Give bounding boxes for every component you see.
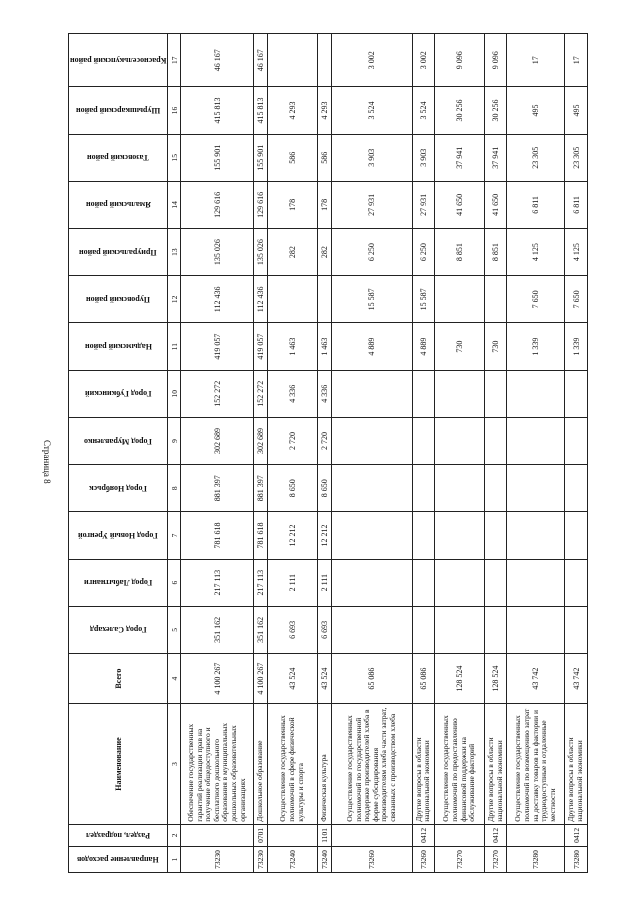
cell-section: 0412: [484, 824, 507, 846]
cell-total: 4 100 267: [253, 654, 267, 704]
cell-name: Осуществление государственных полномочий в сфере физической культуры и спорта: [268, 704, 318, 825]
cell-value: 178: [268, 181, 318, 228]
cell-value: [435, 606, 485, 653]
header-col: Город Губкинский: [69, 370, 168, 417]
cell-total: 43 742: [507, 654, 565, 704]
cell-total: 128 524: [484, 654, 507, 704]
cell-value: 1 339: [565, 323, 588, 370]
cell-value: [435, 417, 485, 464]
cell-value: 7 650: [507, 276, 565, 323]
header-direction: Направление расходов: [69, 846, 168, 872]
cell-name: Физическая культура: [317, 704, 331, 825]
cell-value: [435, 559, 485, 606]
cell-value: 155 901: [253, 134, 267, 181]
cell-value: [332, 606, 412, 653]
column-index: 1: [168, 846, 181, 872]
cell-value: 37 941: [484, 134, 507, 181]
column-index: 15: [168, 134, 181, 181]
cell-value: [507, 559, 565, 606]
cell-section: [435, 824, 485, 846]
cell-value: 4 293: [317, 87, 331, 134]
cell-value: [412, 370, 435, 417]
table-row: [507, 34, 565, 873]
cell-value: 8 650: [317, 465, 331, 512]
table-row: [435, 34, 485, 873]
header-col: Город Муравленко: [69, 417, 168, 464]
cell-value: 27 931: [332, 181, 412, 228]
cell-value: [484, 417, 507, 464]
budget-table-container: [68, 33, 588, 873]
column-index: 13: [168, 229, 181, 276]
column-index: 2: [168, 824, 181, 846]
cell-section: [507, 824, 565, 846]
cell-direction: 73230: [253, 846, 267, 872]
cell-name: Другие вопросы в области национальной экономики: [484, 704, 507, 825]
cell-value: 30 256: [435, 87, 485, 134]
budget-table: [68, 33, 588, 873]
header-row: [69, 34, 168, 873]
cell-total: 43 524: [317, 654, 331, 704]
header-col: Ямальский район: [69, 181, 168, 228]
page-label: Страница 8: [42, 440, 52, 484]
cell-name: Обеспечение государственных гарантий реализации прав на получение общедоступного и бесплатного дошкольного образования в муниципальных дошкольных образовательных организациях: [181, 704, 253, 825]
cell-total: 128 524: [435, 654, 485, 704]
header-col: Приуральский район: [69, 229, 168, 276]
cell-value: [507, 417, 565, 464]
cell-value: 2 111: [317, 559, 331, 606]
cell-value: [565, 606, 588, 653]
cell-value: [435, 370, 485, 417]
header-col: Шурышкарский район: [69, 87, 168, 134]
cell-value: [565, 512, 588, 559]
cell-name: Осуществление государственных полномочий по возмещению затрат на доставку товаров на фактории и труднодоступные и отдаленные местности: [507, 704, 565, 825]
cell-value: [332, 465, 412, 512]
cell-value: 1 463: [317, 323, 331, 370]
cell-value: 46 167: [181, 34, 253, 87]
cell-value: [507, 465, 565, 512]
cell-value: 495: [565, 87, 588, 134]
table-row: [565, 34, 588, 873]
cell-value: 881 397: [253, 465, 267, 512]
cell-total: 43 524: [268, 654, 318, 704]
cell-value: [507, 512, 565, 559]
cell-value: 178: [317, 181, 331, 228]
cell-value: [268, 276, 318, 323]
cell-value: 17: [507, 34, 565, 87]
cell-value: 12 212: [317, 512, 331, 559]
cell-value: 3 903: [412, 134, 435, 181]
cell-value: 6 250: [412, 229, 435, 276]
cell-value: [317, 34, 331, 87]
cell-value: 27 931: [412, 181, 435, 228]
cell-value: 4 125: [507, 229, 565, 276]
cell-value: 282: [268, 229, 318, 276]
cell-value: 7 650: [565, 276, 588, 323]
cell-value: [332, 417, 412, 464]
cell-value: 6 811: [507, 181, 565, 228]
cell-direction: 73240: [317, 846, 331, 872]
cell-value: [507, 370, 565, 417]
cell-direction: 73230: [181, 846, 253, 872]
cell-value: [484, 465, 507, 512]
cell-direction: 73240: [268, 846, 318, 872]
cell-value: 781 618: [253, 512, 267, 559]
cell-value: [484, 512, 507, 559]
cell-value: 3 524: [332, 87, 412, 134]
cell-value: [412, 512, 435, 559]
cell-value: [435, 512, 485, 559]
cell-section: 0412: [412, 824, 435, 846]
cell-value: 282: [317, 229, 331, 276]
cell-name: Другие вопросы в области национальной экономики: [565, 704, 588, 825]
column-index: 16: [168, 87, 181, 134]
cell-value: 4 336: [268, 370, 318, 417]
header-section: Раздел, подраздел: [69, 824, 168, 846]
cell-value: [565, 559, 588, 606]
cell-value: 1 463: [268, 323, 318, 370]
cell-value: 302 689: [181, 417, 253, 464]
cell-value: [332, 512, 412, 559]
cell-value: 586: [317, 134, 331, 181]
cell-value: 17: [565, 34, 588, 87]
column-index: 12: [168, 276, 181, 323]
column-index: 11: [168, 323, 181, 370]
cell-value: [317, 276, 331, 323]
cell-direction: 73260: [332, 846, 412, 872]
column-index: 7: [168, 512, 181, 559]
cell-value: 781 618: [181, 512, 253, 559]
cell-direction: 73280: [507, 846, 565, 872]
column-index: 3: [168, 704, 181, 825]
cell-value: [565, 465, 588, 512]
column-index: 10: [168, 370, 181, 417]
cell-value: [484, 370, 507, 417]
table-row: [412, 34, 435, 873]
column-index: 6: [168, 559, 181, 606]
cell-value: 23 305: [565, 134, 588, 181]
cell-value: 9 096: [435, 34, 485, 87]
cell-name: Другие вопросы в области национальной экономики: [412, 704, 435, 825]
cell-value: [412, 606, 435, 653]
cell-value: 112 436: [253, 276, 267, 323]
cell-value: 8 851: [435, 229, 485, 276]
cell-value: 135 026: [253, 229, 267, 276]
cell-value: 129 616: [181, 181, 253, 228]
header-col: Город Лабытнанги: [69, 559, 168, 606]
table-row: [332, 34, 412, 873]
cell-section: 0701: [253, 824, 267, 846]
cell-name: Дошкольное образование: [253, 704, 267, 825]
cell-value: 41 650: [435, 181, 485, 228]
cell-value: [412, 417, 435, 464]
cell-value: 1 339: [507, 323, 565, 370]
cell-section: [181, 824, 253, 846]
cell-value: 2 720: [317, 417, 331, 464]
column-index: 8: [168, 465, 181, 512]
table-row: [253, 34, 267, 873]
cell-value: 6 693: [317, 606, 331, 653]
cell-value: [268, 34, 318, 87]
cell-name: Осуществление государственных полномочий по предоставлению финансовой поддержки на обслуживание факторий: [435, 704, 485, 825]
cell-value: [332, 559, 412, 606]
column-index: 14: [168, 181, 181, 228]
cell-value: 6 250: [332, 229, 412, 276]
cell-value: 135 026: [181, 229, 253, 276]
cell-value: 129 616: [253, 181, 267, 228]
header-col: Пуровский район: [69, 276, 168, 323]
column-index: 9: [168, 417, 181, 464]
cell-value: 495: [507, 87, 565, 134]
cell-value: 4 889: [332, 323, 412, 370]
cell-value: 4 889: [412, 323, 435, 370]
cell-value: 2 720: [268, 417, 318, 464]
cell-value: 881 397: [181, 465, 253, 512]
cell-total: 4 100 267: [181, 654, 253, 704]
cell-value: 3 903: [332, 134, 412, 181]
header-col: Красноселькупский район: [69, 34, 168, 87]
cell-value: 2 111: [268, 559, 318, 606]
header-col: Город Салехард: [69, 606, 168, 653]
table-row: [268, 34, 318, 873]
cell-value: 41 650: [484, 181, 507, 228]
cell-value: 415 813: [253, 87, 267, 134]
cell-value: 15 587: [412, 276, 435, 323]
cell-direction: 73260: [412, 846, 435, 872]
cell-value: 586: [268, 134, 318, 181]
table-row: [317, 34, 331, 873]
cell-total: 65 086: [332, 654, 412, 704]
cell-value: 6 693: [268, 606, 318, 653]
cell-value: [435, 276, 485, 323]
cell-value: [565, 417, 588, 464]
cell-value: 15 587: [332, 276, 412, 323]
cell-value: [507, 606, 565, 653]
header-total: Всего: [69, 654, 168, 704]
cell-total: 65 086: [412, 654, 435, 704]
cell-value: [435, 465, 485, 512]
cell-value: 730: [435, 323, 485, 370]
header-col: Тазовский район: [69, 134, 168, 181]
index-row: [168, 34, 181, 873]
cell-value: 351 162: [181, 606, 253, 653]
cell-value: 351 162: [253, 606, 267, 653]
cell-value: 302 689: [253, 417, 267, 464]
cell-direction: 73270: [484, 846, 507, 872]
column-index: 17: [168, 34, 181, 87]
cell-section: 0412: [565, 824, 588, 846]
cell-value: 23 305: [507, 134, 565, 181]
cell-value: 4 336: [317, 370, 331, 417]
cell-section: 1101: [317, 824, 331, 846]
table-row: [181, 34, 253, 873]
table-row: [484, 34, 507, 873]
header-col: Город Ноябрьск: [69, 465, 168, 512]
cell-value: 30 256: [484, 87, 507, 134]
cell-value: 8 650: [268, 465, 318, 512]
cell-value: 46 167: [253, 34, 267, 87]
cell-section: [268, 824, 318, 846]
cell-value: 9 096: [484, 34, 507, 87]
cell-section: [332, 824, 412, 846]
cell-value: [332, 370, 412, 417]
cell-value: 217 113: [253, 559, 267, 606]
cell-value: 217 113: [181, 559, 253, 606]
cell-value: 152 272: [181, 370, 253, 417]
cell-value: 12 212: [268, 512, 318, 559]
cell-value: 3 002: [332, 34, 412, 87]
cell-direction: 73280: [565, 846, 588, 872]
cell-value: [484, 606, 507, 653]
cell-value: 6 811: [565, 181, 588, 228]
cell-value: [412, 465, 435, 512]
cell-value: 419 057: [253, 323, 267, 370]
cell-value: 155 901: [181, 134, 253, 181]
cell-total: 43 742: [565, 654, 588, 704]
cell-value: 4 125: [565, 229, 588, 276]
cell-value: 3 002: [412, 34, 435, 87]
cell-name: Осуществление государственных полномочий по государственной поддержке производителей хлеба в форме субсидирования производителям хлеба части затрат, связанных с производством хлеба: [332, 704, 412, 825]
cell-value: 419 057: [181, 323, 253, 370]
cell-value: [484, 559, 507, 606]
cell-value: 4 293: [268, 87, 318, 134]
cell-value: 415 813: [181, 87, 253, 134]
header-col: Город Новый Уренгой: [69, 512, 168, 559]
cell-value: 152 272: [253, 370, 267, 417]
column-index: 4: [168, 654, 181, 704]
column-index: 5: [168, 606, 181, 653]
header-name: Наименование: [69, 704, 168, 825]
cell-value: [412, 559, 435, 606]
cell-value: [484, 276, 507, 323]
cell-value: 112 436: [181, 276, 253, 323]
cell-value: 8 851: [484, 229, 507, 276]
cell-value: 730: [484, 323, 507, 370]
cell-value: [565, 370, 588, 417]
header-col: Надымский район: [69, 323, 168, 370]
cell-value: 37 941: [435, 134, 485, 181]
cell-value: 3 524: [412, 87, 435, 134]
cell-direction: 73270: [435, 846, 485, 872]
